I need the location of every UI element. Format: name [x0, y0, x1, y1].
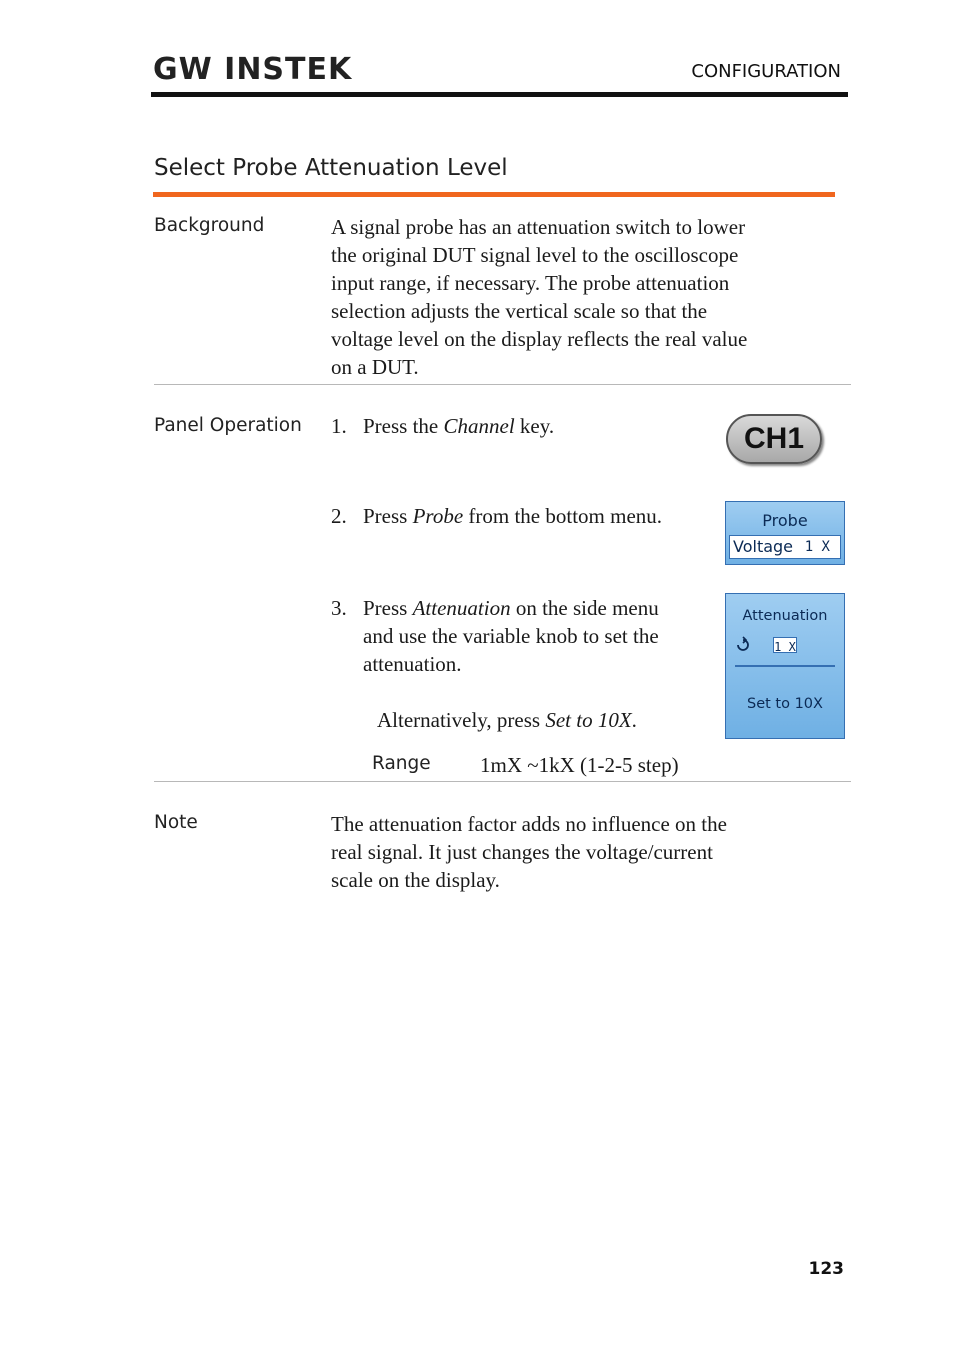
step-3-line: attenuation.	[363, 652, 462, 676]
step-2-post: from the bottom menu.	[468, 504, 663, 528]
divider	[154, 781, 851, 782]
note-line: real signal. It just changes the voltage/current	[331, 840, 713, 864]
step-3-line	[363, 594, 723, 622]
background-line: voltage level on the display reflects the real value	[331, 327, 748, 351]
probe-softkey[interactable]	[725, 501, 845, 565]
background-text	[331, 213, 841, 381]
background-line: on a DUT.	[331, 355, 419, 379]
attenuation-value-box	[773, 637, 797, 653]
chapter-title: CONFIGURATION	[691, 61, 841, 82]
attenuation-value: 1 X	[774, 640, 796, 654]
step-3-number: 3.	[331, 596, 347, 620]
range-value: 1mX ~1kX (1-2-5 step)	[480, 753, 679, 777]
brand-logo: GW INSTEK	[153, 52, 353, 87]
step-3-pre: Press	[363, 596, 408, 620]
note-line: The attenuation factor adds no influence on the	[331, 812, 727, 836]
probe-field-label: Voltage	[733, 537, 794, 556]
alternative-post: .	[631, 708, 637, 732]
step-2-number: 2.	[331, 504, 347, 528]
ch1-key[interactable]: CH1	[726, 414, 822, 464]
section-rule	[153, 192, 835, 197]
panel-operation-label: Panel Operation	[154, 415, 302, 436]
background-label: Background	[154, 215, 265, 236]
step-3-line: and use the variable knob to set the	[363, 624, 659, 648]
note-text	[331, 810, 841, 894]
header-rule	[151, 92, 848, 97]
alternative-text	[377, 706, 637, 734]
probe-softkey-title: Probe	[762, 511, 808, 530]
softkey-divider	[735, 665, 835, 667]
step-1-text	[363, 412, 554, 440]
divider	[154, 384, 851, 385]
range-label: Range	[372, 753, 431, 774]
step-2-pre: Press	[363, 504, 408, 528]
alternative-pre: Alternatively, press	[377, 708, 541, 732]
step-3-em: Attenuation	[412, 596, 511, 620]
attenuation-softkey[interactable]	[725, 593, 845, 739]
note-label: Note	[154, 812, 198, 833]
step-1-post: key.	[519, 414, 555, 438]
background-line: A signal probe has an attenuation switch to lower	[331, 215, 746, 239]
note-line: scale on the display.	[331, 868, 500, 892]
background-line: input range, if necessary. The probe attenuation	[331, 271, 730, 295]
step-3-post: on the side menu	[515, 596, 659, 620]
attenuation-title: Attenuation	[742, 608, 828, 624]
step-1-em: Channel	[443, 414, 515, 438]
page-number: 123	[808, 1259, 844, 1279]
section-title: Select Probe Attenuation Level	[154, 155, 508, 181]
probe-field-value: 1 X	[804, 539, 830, 555]
step-1-number: 1.	[331, 414, 347, 438]
step-2-text	[363, 502, 662, 530]
step-3-text	[363, 594, 723, 678]
step-1-pre: Press the	[363, 414, 439, 438]
set-to-10x-button[interactable]: Set to 10X	[747, 696, 823, 712]
step-2-em: Probe	[412, 504, 464, 528]
rotate-knob-icon	[734, 636, 752, 654]
alternative-em: Set to 10X	[545, 708, 632, 732]
background-line: the original DUT signal level to the oscilloscope	[331, 243, 739, 267]
background-line: selection adjusts the vertical scale so that the	[331, 299, 708, 323]
probe-softkey-field	[729, 535, 841, 559]
